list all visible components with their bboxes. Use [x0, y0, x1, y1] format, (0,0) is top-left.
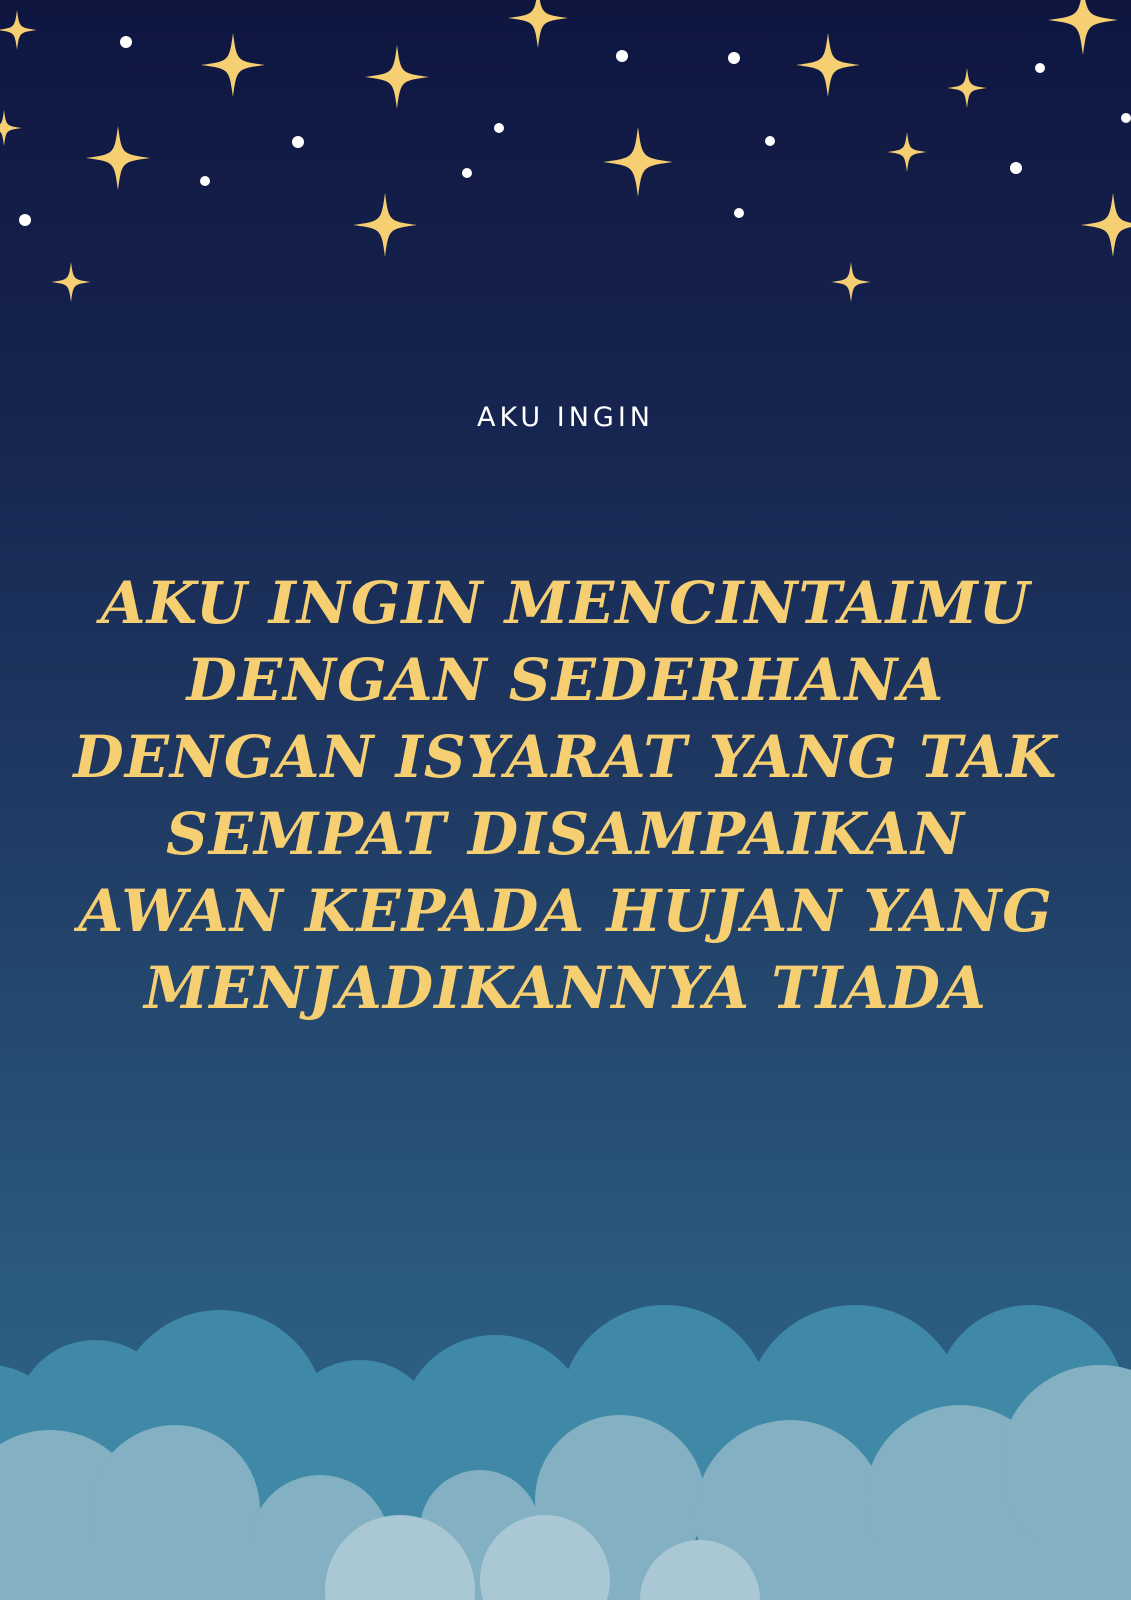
- star-icon: [796, 33, 860, 97]
- dot-star-group: [19, 36, 1131, 226]
- quote-line: AWAN KEPADA HUJAN YANG: [78, 877, 1053, 945]
- dot-star: [19, 214, 31, 226]
- dot-star: [616, 50, 628, 62]
- star-group: [0, 0, 1131, 302]
- poem-quote: [20, 565, 1111, 1027]
- dot-star: [1010, 162, 1022, 174]
- quote-line: DENGAN ISYARAT YANG TAK: [73, 723, 1058, 791]
- star-icon: [51, 262, 91, 302]
- star-icon: [1048, 0, 1118, 55]
- star-icon: [887, 132, 927, 172]
- star-icon: [508, 0, 568, 48]
- star-icon: [831, 262, 871, 302]
- star-icon: [1081, 193, 1131, 257]
- quote-line: DENGAN SEDERHANA: [186, 646, 945, 714]
- quote-line: MENJADIKANNYA TIADA: [144, 954, 987, 1022]
- star-icon: [0, 110, 22, 146]
- star-icon: [603, 127, 673, 197]
- star-icon: [365, 45, 429, 109]
- quote-line: AKU INGIN MENCINTAIMU: [100, 569, 1031, 637]
- dot-star: [292, 136, 304, 148]
- star-icon: [353, 193, 417, 257]
- dot-star: [1035, 63, 1045, 73]
- quote-line: SEMPAT DISAMPAIKAN: [166, 800, 965, 868]
- dot-star: [728, 52, 740, 64]
- dot-star: [1121, 113, 1131, 123]
- dot-star: [120, 36, 132, 48]
- poster-subtitle: AKU INGIN: [476, 402, 655, 433]
- dot-star: [765, 136, 775, 146]
- dot-star: [200, 176, 210, 186]
- dot-star: [734, 208, 744, 218]
- star-icon: [0, 10, 37, 50]
- dot-star: [494, 123, 504, 133]
- star-icon: [86, 126, 150, 190]
- star-icon: [947, 68, 987, 108]
- star-icon: [201, 33, 265, 97]
- dot-star: [462, 168, 472, 178]
